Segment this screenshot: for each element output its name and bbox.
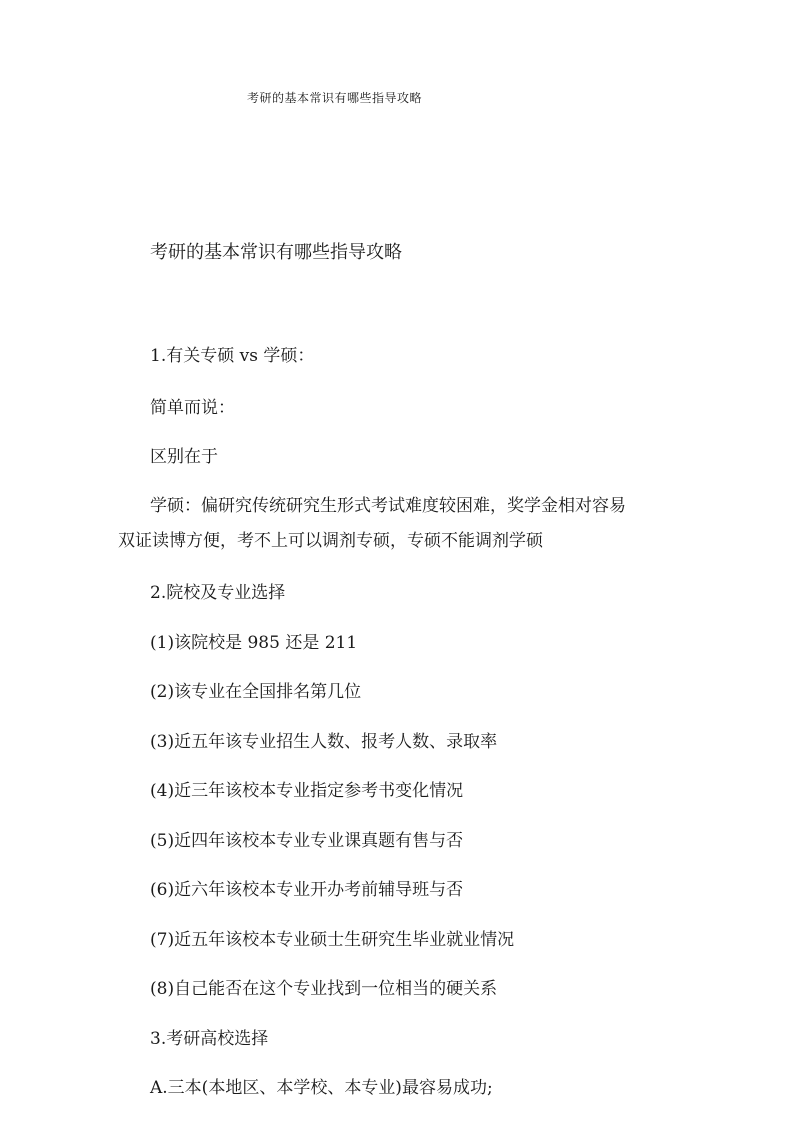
- paragraph-line: 简单而说：: [150, 398, 235, 418]
- list-item: (7)近五年该校本专业硕士生研究生毕业就业情况: [150, 930, 515, 950]
- list-item: (1)该院校是 985 还是 211: [150, 633, 358, 653]
- list-item: (5)近四年该校本专业专业课真题有售与否: [150, 831, 464, 851]
- list-item: (2)该专业在全国排名第几位: [150, 682, 362, 702]
- list-item: (4)近三年该校本专业指定参考书变化情况: [150, 781, 464, 801]
- section-heading-3: 3.考研高校选择: [150, 1029, 269, 1049]
- list-item: (6)近六年该校本专业开办考前辅导班与否: [150, 880, 464, 900]
- list-item: (3)近五年该专业招生人数、报考人数、录取率: [150, 732, 498, 752]
- page-header: 考研的基本常识有哪些指导攻略: [247, 91, 423, 105]
- section-heading-1: 1.有关专硕 vs 学硕：: [150, 346, 315, 366]
- list-item: (8)自己能否在这个专业找到一位相当的硬关系: [150, 979, 498, 999]
- paragraph-line: 区别在于: [150, 447, 218, 467]
- list-item: A.三本(本地区、本学校、本专业)最容易成功;: [150, 1078, 493, 1098]
- section-heading-2: 2.院校及专业选择: [150, 583, 286, 603]
- paragraph-line: 学硕：偏研究传统研究生形式考试难度较困难，奖学金相对容易: [150, 496, 626, 516]
- paragraph-line-continued: 双证读博方便，考不上可以调剂专硕，专硕不能调剂学硕: [118, 531, 543, 551]
- document-title: 考研的基本常识有哪些指导攻略: [150, 242, 402, 263]
